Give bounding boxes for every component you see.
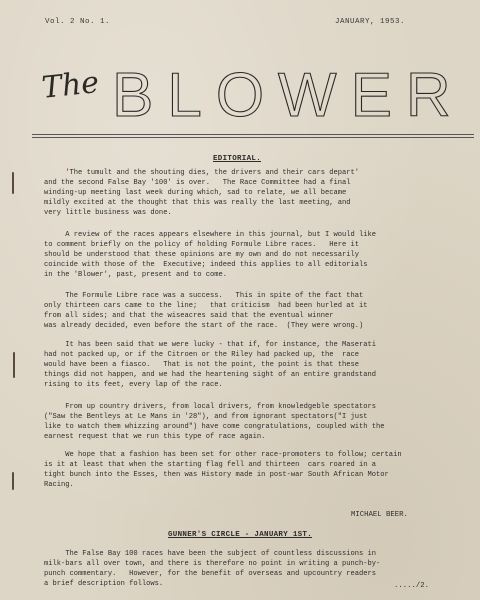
- masthead: [0, 32, 480, 142]
- gunners-circle-paragraph: The False Bay 100 races have been the subject of countless discussions in milk-bars all over town, and there is therefore no point in writing a punch-by- punch commentary. However, for the benefit of overseas and upcountry readers a brief description follows.: [44, 550, 381, 588]
- margin-pen-mark: [13, 352, 15, 378]
- continued-marker: ...../2.: [394, 582, 430, 590]
- masthead-title: BLOWER: [112, 61, 465, 130]
- editorial-paragraph: A review of the races appears elsewhere in this journal, but I would like to comment briefly on the policy of holding Formule Libre races. Here it should be understood that these opinions are my own and do not necessarily coincide with those of the Executive; indeed this applies to all editorials in the 'Blower', past, present and to come.: [44, 231, 377, 279]
- margin-pen-mark: [12, 172, 14, 194]
- editorial-paragraph: From up country drivers, from local drivers, from knowledgeble spectators ("Saw the Bentleys at Le Mans in '28"), and from ignorant spectators("I just like to watch them whizzing around") have come congratulations, coupled with the earnest request that we run this type of race again.: [44, 403, 385, 441]
- issue-date: JANUARY, 1953.: [335, 18, 406, 26]
- editorial-paragraph: The Formule Libre race was a success. This in spite of the fact that only thirteen cars came to the line; that criticism had been hurled at it from all sides; and that the wiseacres said that the eventual winner was already decided, even before the start of the race. (They were wrong.): [44, 292, 368, 330]
- editorial-heading: EDITORIAL.: [213, 155, 262, 163]
- volume-number: Vol. 2 No. 1.: [45, 18, 111, 26]
- editorial-signature: MICHAEL BEER.: [351, 511, 408, 519]
- editorial-paragraph: 'The tumult and the shouting dies, the drivers and their cars depart' and the second False Bay '100' is over. The Race Committee had a final winding-up meeting last week during which, sad to relate, we all became mildly excited at the thought that this was really the last meeting, and very little business was done.: [44, 169, 360, 217]
- masthead-lettering: [0, 32, 480, 142]
- margin-pen-mark: [12, 472, 14, 490]
- masthead-rule-bottom: [32, 137, 474, 138]
- masthead-the: The: [40, 65, 101, 106]
- editorial-paragraph: We hope that a fashion has been set for other race-promoters to follow; certain is it at least that when the starting flag fell and thirteen cars roared in a tight bunch into the Esses, then was History made in post-war South African Motor Racing.: [44, 451, 402, 489]
- masthead-rule-top: [32, 134, 474, 135]
- editorial-paragraph: It has been said that we were lucky - that if, for instance, the Maserati had not packed up, or if the Citroen or the Riley had packed up, the race would have been a fiasco. That is not the point, the point is that these things did not happen, and we had the heartening sight of an entire grandstand rising to its feet, every lap of the race.: [44, 341, 377, 389]
- gunners-circle-heading: GUNNER'S CIRCLE - JANUARY 1ST.: [168, 531, 313, 539]
